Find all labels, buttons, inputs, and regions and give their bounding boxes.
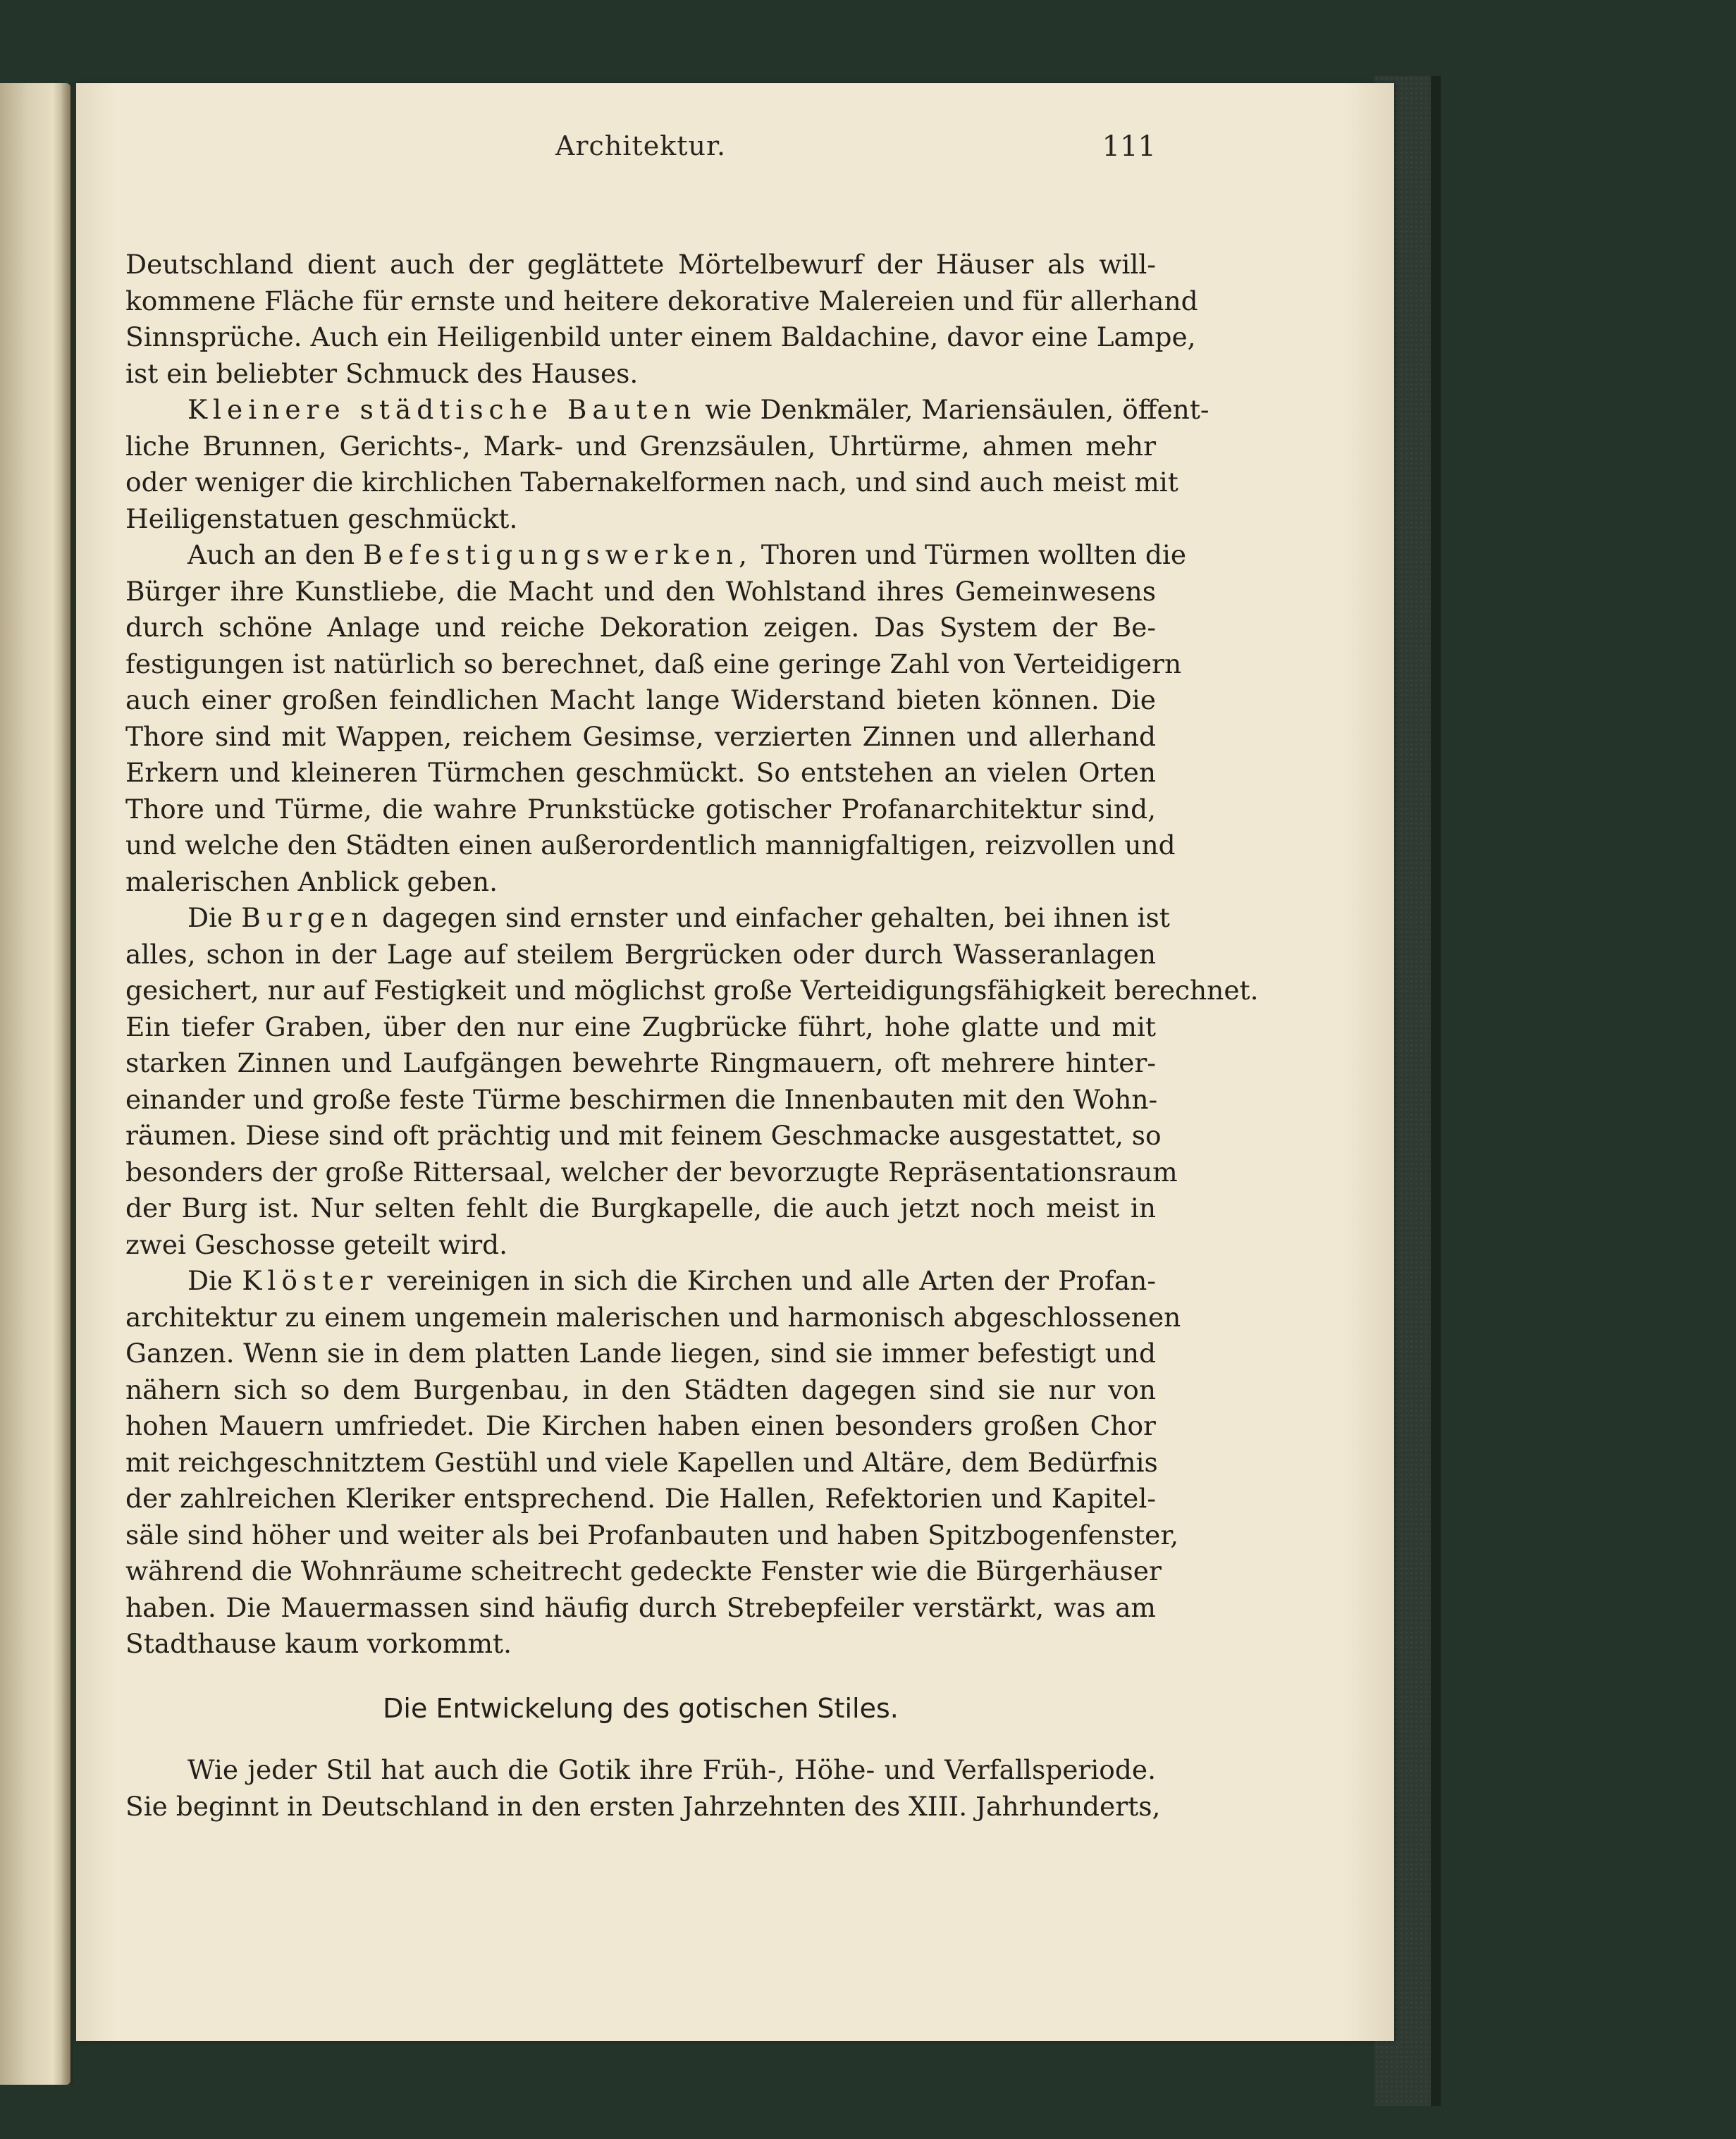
- body-text: [125, 247, 1259, 1825]
- text-line: Stadthause kaum vorkommt.: [125, 1628, 512, 1659]
- text-line: Ein tiefer Graben, über den nur eine Zugbrücke führt, hohe glatte und mit: [125, 1011, 1156, 1042]
- text-line: während die Wohnräume scheitrecht gedeckte Fenster wie die Bürgerhäuser: [125, 1555, 1162, 1586]
- text-line: ist ein beliebter Schmuck des Hauses.: [125, 357, 639, 389]
- running-head: Architektur.: [555, 130, 727, 161]
- text-line: Thore sind mit Wappen, reichem Gesimse, verzierten Zinnen und allerhand: [125, 720, 1156, 752]
- spaced-term: Kleinere städtische Bauten: [187, 394, 697, 425]
- text-line: architektur zu einem ungemein malerischen und harmonisch abgeschlossenen: [125, 1301, 1181, 1333]
- text-line: haben. Die Mauermassen sind häufig durch Strebepfeiler verstärkt, was am: [125, 1591, 1156, 1623]
- text-line: Sie beginnt in Deutschland in den ersten Jahrzehnten des XIII. Jahrhunderts,: [125, 1790, 1161, 1822]
- spaced-term: Befestigungswerken,: [363, 539, 753, 570]
- facing-page-edge: [0, 83, 70, 2085]
- text-line: Thore und Türme, die wahre Prunkstücke gotischer Profanarchitektur sind,: [125, 793, 1156, 825]
- text-line: Erkern und kleineren Türmchen geschmückt. So entstehen an vielen Orten: [125, 757, 1156, 788]
- text-line: einander und große feste Türme beschirmen die Innenbauten mit den Wohn-: [125, 1083, 1158, 1115]
- text-line: oder weniger die kirchlichen Tabernakelformen nach, und sind auch meist mit: [125, 467, 1178, 498]
- section-heading: Die Entwickelung des gotischen Stiles.: [383, 1692, 899, 1724]
- text-line: Wie jeder Stil hat auch die Gotik ihre Früh-, Höhe- und Verfallsperiode.: [187, 1754, 1156, 1785]
- text-line: alles, schon in der Lage auf steilem Bergrücken oder durch Wasseranlagen: [125, 938, 1156, 970]
- text-line: durch schöne Anlage und reiche Dekoration zeigen. Das System der Be-: [125, 612, 1156, 643]
- text-line: Heiligenstatuen geschmückt.: [125, 503, 518, 534]
- text-line: säle sind höher und weiter als bei Profanbauten und haben Spitzbogenfenster,: [125, 1519, 1179, 1551]
- spaced-term: Klöster: [242, 1265, 378, 1296]
- paragraph-start-kloester: Die Klöster vereinigen in sich die Kirchen und alle Arten der Profan-: [187, 1265, 1156, 1296]
- page-number: 111: [1102, 130, 1156, 163]
- paragraph-start-kleinere-bauten: Kleinere städtische Bauten wie Denkmäler, Mariensäulen, öffent-: [187, 394, 1209, 425]
- text-line: nähern sich so dem Burgenbau, in den Städten dagegen sind sie nur von: [125, 1374, 1156, 1405]
- text-line: malerischen Anblick geben.: [125, 865, 498, 897]
- paragraph-start-burgen: Die Burgen dagegen sind ernster und einfacher gehalten, bei ihnen ist: [187, 902, 1170, 933]
- text-line: kommene Fläche für ernste und heitere dekorative Malereien und für allerhand: [125, 285, 1198, 316]
- text-line: besonders der große Rittersaal, welcher der bevorzugte Repräsentationsraum: [125, 1156, 1178, 1188]
- text-line: der Burg ist. Nur selten fehlt die Burgkapelle, die auch jetzt noch meist in: [125, 1192, 1156, 1223]
- text-line: räumen. Diese sind oft prächtig und mit feinem Geschmacke ausgestattet, so: [125, 1120, 1162, 1151]
- text-line: festigungen ist natürlich so berechnet, daß eine geringe Zahl von Verteidigern: [125, 648, 1182, 679]
- cover-edge: [1431, 76, 1441, 2106]
- text-line: der zahlreichen Kleriker entsprechend. Die Hallen, Refektorien und Kapitel-: [125, 1483, 1156, 1514]
- text-line: auch einer großen feindlichen Macht lange Widerstand bieten können. Die: [125, 684, 1156, 715]
- gutter-shadow: [61, 83, 73, 2085]
- text-line: Ganzen. Wenn sie in dem platten Lande liegen, sind sie immer befestigt und: [125, 1338, 1156, 1369]
- text-line: zwei Geschosse geteilt wird.: [125, 1228, 508, 1260]
- text-line: mit reichgeschnitztem Gestühl und viele Kapellen und Altäre, dem Bedürfnis: [125, 1446, 1158, 1478]
- text-line: Bürger ihre Kunstliebe, die Macht und den Wohlstand ihres Gemeinwesens: [125, 575, 1156, 607]
- text-line: gesichert, nur auf Festigkeit und möglichst große Verteidigungsfähigkeit berechnet.: [125, 975, 1259, 1006]
- text-line: und welche den Städten einen außerordentlich mannigfaltigen, reizvollen und: [125, 830, 1176, 861]
- spaced-term: Burgen: [241, 902, 374, 933]
- paragraph-start-befestigungswerke: Auch an den Befestigungswerken, Thoren und Türmen wollten die: [187, 539, 1187, 570]
- text-line: Sinnsprüche. Auch ein Heiligenbild unter einem Baldachine, davor eine Lampe,: [125, 321, 1196, 352]
- text-line: liche Brunnen, Gerichts-, Mark- und Grenzsäulen, Uhrtürme, ahmen mehr: [125, 430, 1156, 462]
- text-line: hohen Mauern umfriedet. Die Kirchen haben einen besonders großen Chor: [125, 1410, 1156, 1441]
- text-line: starken Zinnen und Laufgängen bewehrte Ringmauern, oft mehrere hinter-: [125, 1047, 1156, 1078]
- text-line: Deutschland dient auch der geglättete Mörtelbewurf der Häuser als will-: [125, 249, 1156, 280]
- page-header: [125, 130, 1156, 173]
